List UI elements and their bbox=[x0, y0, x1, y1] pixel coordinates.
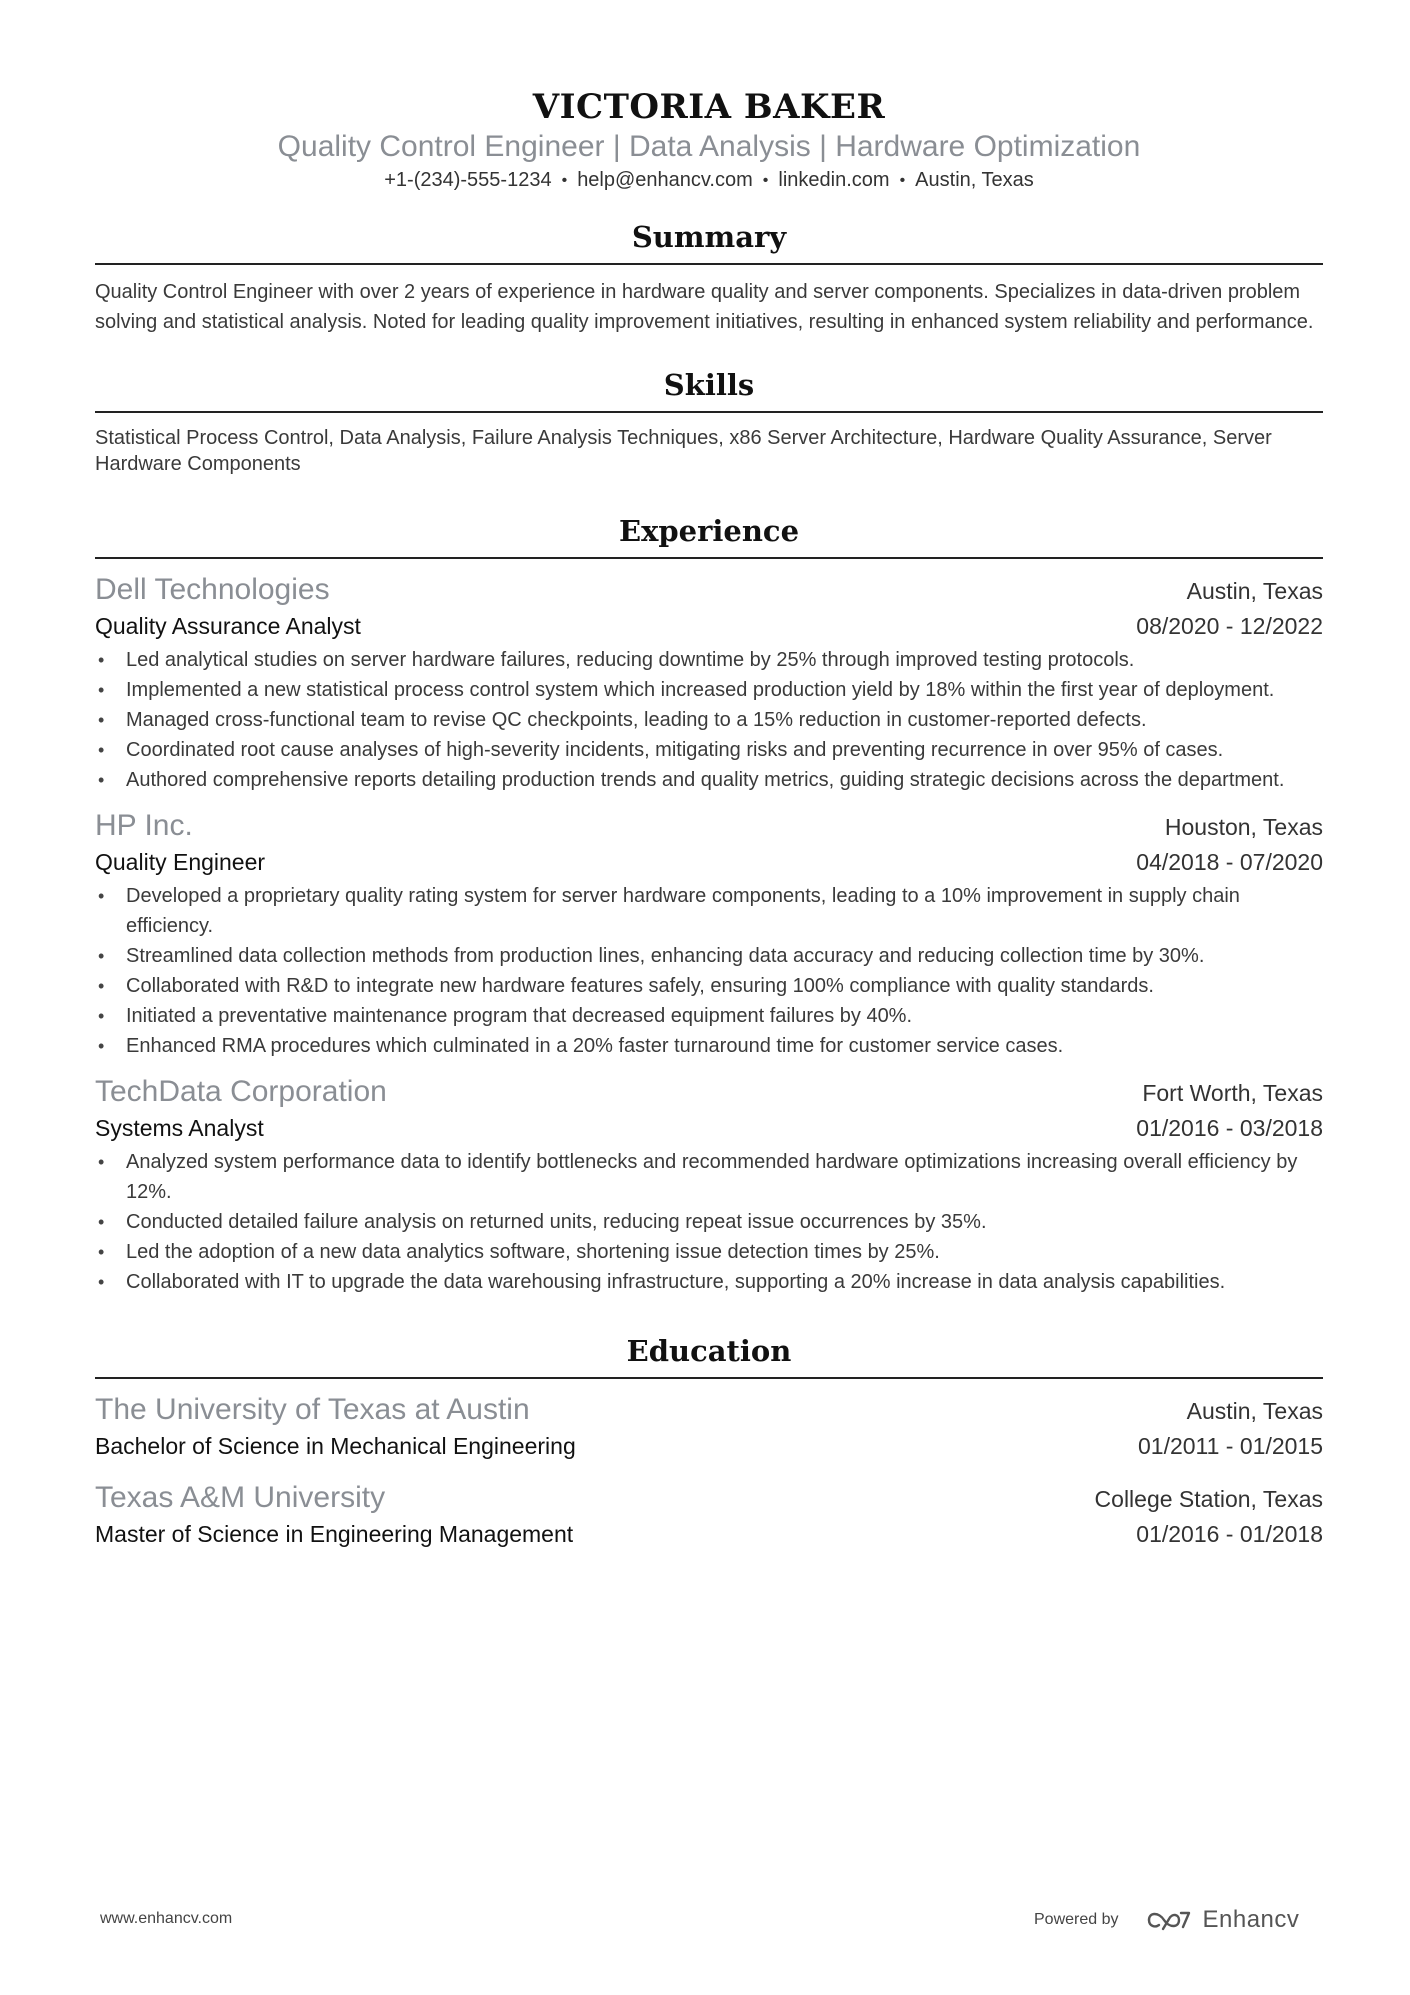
contact-linkedin[interactable]: linkedin.com bbox=[778, 169, 890, 191]
job-entry bbox=[95, 807, 1323, 1061]
education-section bbox=[95, 1331, 1323, 1551]
job-bullet: • Coordinated root cause analyses of high-severity incidents, mitigating risks and preventing recurrence in over 95% of cases. bbox=[95, 735, 1323, 765]
enhancv-logo-icon bbox=[1145, 1907, 1193, 1933]
job-bullet: • Streamlined data collection methods from production lines, enhancing data accuracy and reducing collection time by 30%. bbox=[95, 941, 1323, 971]
job-dates: 01/2016 - 03/2018 bbox=[1136, 1115, 1323, 1141]
degree-name: Master of Science in Engineering Management bbox=[95, 1521, 574, 1547]
job-bullet: • Conducted detailed failure analysis on returned units, reducing repeat issue occurrences by 35%. bbox=[95, 1207, 1323, 1237]
job-bullet: • Collaborated with R&D to integrate new hardware features safely, ensuring 100% compliance with quality standards. bbox=[95, 971, 1323, 1001]
footer-website-link[interactable]: www.enhancv.com bbox=[100, 1910, 233, 1927]
section-title-education: Education bbox=[626, 1334, 792, 1368]
education-dates: 01/2011 - 01/2015 bbox=[1137, 1433, 1323, 1459]
section-title-skills: Skills bbox=[663, 368, 755, 402]
job-bullet: • Implemented a new statistical process control system which increased production yield by 18% within the first year of deployment. bbox=[95, 675, 1323, 705]
experience-section bbox=[95, 511, 1323, 1297]
job-bullet: • Led analytical studies on server hardware failures, reducing downtime by 25% through improved testing protocols. bbox=[95, 645, 1323, 675]
powered-by-label: Powered by bbox=[1034, 1911, 1119, 1928]
section-title-summary: Summary bbox=[631, 220, 787, 254]
job-bullet: • Managed cross-functional team to revise QC checkpoints, leading to a 15% reduction in customer-reported defects. bbox=[95, 705, 1323, 735]
enhancv-brand-name: Enhancv bbox=[1202, 1906, 1300, 1933]
degree-name: Bachelor of Science in Mechanical Engineering bbox=[95, 1433, 576, 1459]
contact-line bbox=[95, 166, 1323, 195]
company-name: HP Inc. bbox=[95, 809, 193, 842]
candidate-tagline: Quality Control Engineer | Data Analysis | Hardware Optimization bbox=[277, 130, 1141, 163]
job-bullets bbox=[95, 881, 1323, 1061]
separator-dot: • bbox=[899, 172, 906, 189]
job-bullet: • Initiated a preventative maintenance program that decreased equipment failures by 40%. bbox=[95, 1001, 1323, 1031]
job-location: Austin, Texas bbox=[1186, 578, 1323, 604]
summary-text: Quality Control Engineer with over 2 years of experience in hardware quality and server components. Specializes in data-driven problem solving and statistical analysis. Noted for leading quality improvement initiatives, resulting in enhanced system reliability and performance. bbox=[95, 281, 1314, 333]
job-entry bbox=[95, 1073, 1323, 1297]
education-entry bbox=[95, 1479, 1323, 1551]
job-bullets bbox=[95, 1147, 1323, 1297]
job-bullet: • Developed a proprietary quality rating system for server hardware components, leading to a 10% improvement in supply chain efficiency. bbox=[95, 881, 1323, 941]
section-divider bbox=[95, 1377, 1323, 1379]
job-entry bbox=[95, 571, 1323, 795]
education-entry bbox=[95, 1391, 1323, 1463]
resume-header bbox=[95, 0, 1323, 195]
school-name: The University of Texas at Austin bbox=[95, 1393, 530, 1426]
job-bullet: • Authored comprehensive reports detailing production trends and quality metrics, guiding strategic decisions across the department. bbox=[95, 765, 1323, 795]
job-bullet: • Collaborated with IT to upgrade the data warehousing infrastructure, supporting a 20% increase in data analysis capabilities. bbox=[95, 1267, 1323, 1297]
job-dates: 04/2018 - 07/2020 bbox=[1136, 849, 1323, 875]
job-bullet: • Analyzed system performance data to identify bottlenecks and recommended hardware optimizations increasing overall efficiency by 12%. bbox=[95, 1147, 1323, 1207]
candidate-name: VICTORIA BAKER bbox=[532, 87, 886, 127]
job-location: Fort Worth, Texas bbox=[1142, 1080, 1323, 1106]
separator-dot: • bbox=[762, 172, 769, 189]
footer-branding[interactable] bbox=[1034, 1902, 1299, 1938]
school-location: College Station, Texas bbox=[1094, 1486, 1323, 1512]
job-dates: 08/2020 - 12/2022 bbox=[1136, 613, 1323, 639]
skills-text: Statistical Process Control, Data Analysis, Failure Analysis Techniques, x86 Server Architecture, Hardware Quality Assurance, Server Hardware Components bbox=[95, 427, 1272, 475]
school-name: Texas A&M University bbox=[95, 1481, 386, 1514]
company-name: Dell Technologies bbox=[95, 573, 330, 606]
skills-section bbox=[95, 365, 1323, 477]
job-bullet: • Led the adoption of a new data analytics software, shortening issue detection times by 25%. bbox=[95, 1237, 1323, 1267]
job-title: Systems Analyst bbox=[95, 1115, 264, 1141]
contact-phone: +1-(234)-555-1234 bbox=[384, 169, 552, 191]
company-name: TechData Corporation bbox=[95, 1075, 387, 1108]
job-bullets bbox=[95, 645, 1323, 795]
section-title-experience: Experience bbox=[618, 514, 800, 548]
job-bullet: • Enhanced RMA procedures which culminated in a 20% faster turnaround time for customer service cases. bbox=[95, 1031, 1323, 1061]
page-footer bbox=[0, 1902, 1410, 1942]
job-title: Quality Assurance Analyst bbox=[95, 613, 361, 639]
resume-page bbox=[95, 0, 1323, 1551]
contact-location: Austin, Texas bbox=[915, 169, 1034, 191]
section-divider bbox=[95, 263, 1323, 265]
education-dates: 01/2016 - 01/2018 bbox=[1136, 1521, 1323, 1547]
section-divider bbox=[95, 557, 1323, 559]
school-location: Austin, Texas bbox=[1186, 1398, 1323, 1424]
summary-section bbox=[95, 217, 1323, 337]
contact-email[interactable]: help@enhancv.com bbox=[577, 169, 753, 191]
separator-dot: • bbox=[561, 172, 568, 189]
job-location: Houston, Texas bbox=[1164, 814, 1323, 840]
section-divider bbox=[95, 411, 1323, 413]
job-title: Quality Engineer bbox=[95, 849, 266, 875]
